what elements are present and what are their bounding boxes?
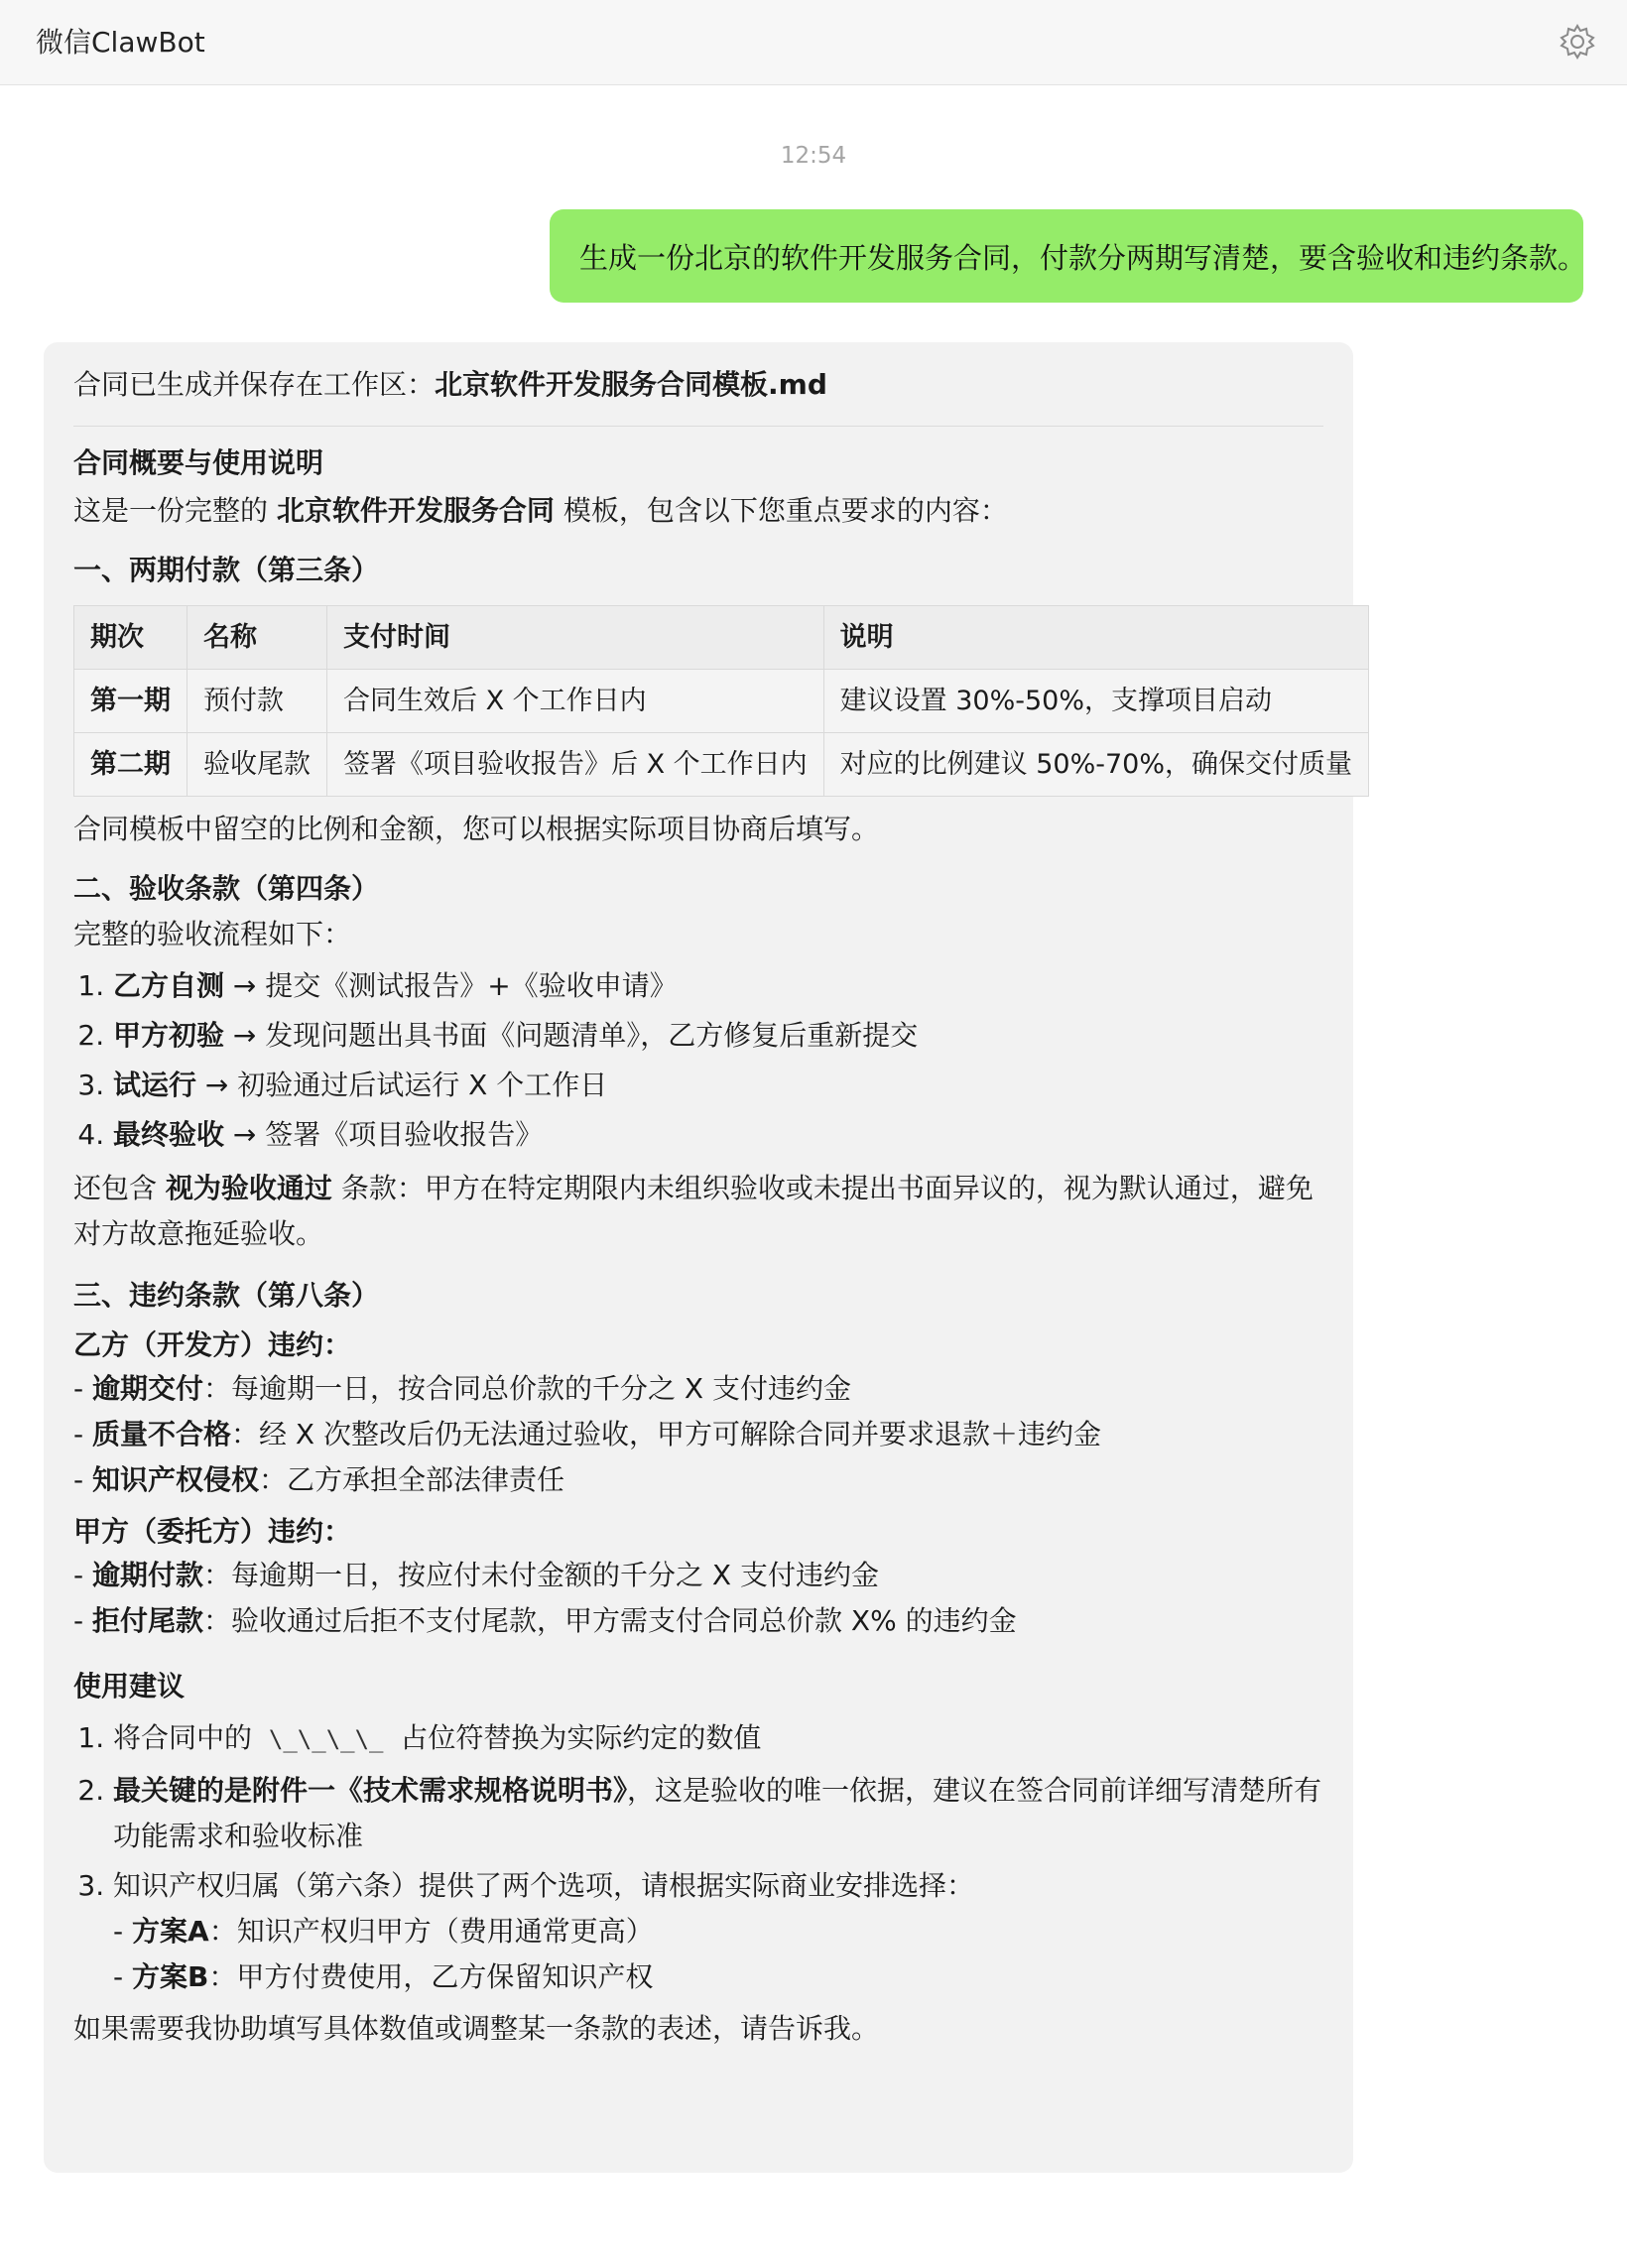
- option-item: - 方案B：甲方付费使用，乙方保留知识产权: [113, 1960, 654, 1993]
- payment-note: 合同模板中留空的比例和金额，您可以根据实际项目协商后填写。: [73, 813, 880, 845]
- acceptance-title: 二、验收条款（第四条）: [73, 872, 380, 905]
- acceptance-intro: 完整的验收流程如下：: [73, 918, 352, 950]
- list-item: - 逾期交付：每逾期一日，按合同总价款的千分之 X 支付违约金: [73, 1372, 852, 1405]
- placeholder-code: \_\_\_\_: [268, 1725, 384, 1753]
- saved-notice: 合同已生成并保存在工作区：北京软件开发服务合同模板.md: [73, 368, 827, 401]
- advice-title: 使用建议: [73, 1670, 186, 1702]
- option-item: - 方案A：知识产权归甲方（费用通常更高）: [113, 1915, 654, 1948]
- message-timestamp: 12:54: [780, 143, 847, 169]
- closing-text: 如果需要我协助填写具体数值或调整某一条款的表述，请告诉我。: [73, 2012, 880, 2045]
- list-item: - 知识产权侵权：乙方承担全部法律责任: [73, 1463, 565, 1496]
- acceptance-steps-list: [73, 961, 1323, 1160]
- party-b-title: 乙方（开发方）违约：: [73, 1328, 352, 1361]
- list-item: - 质量不合格：经 X 次整改后仍无法通过验收，甲方可解除合同并要求退款＋违约金: [73, 1418, 1102, 1450]
- table-header-cell: 支付时间: [327, 606, 824, 670]
- list-item: 3. 知识产权归属（第六条）提供了两个选项，请根据实际商业安排选择： - 方案A：知识产权归甲方（费用通常更高） - 方案B：甲方付费使用，乙方保留知识产权: [113, 1863, 1323, 2000]
- payment-table: [73, 605, 1369, 797]
- user-message-text: 生成一份北京的软件开发服务合同，付款分两期写清楚，要含验收和违约条款。: [579, 240, 1587, 275]
- list-item: 1. 乙方自测 → 提交《测试报告》+《验收申请》: [113, 961, 1323, 1011]
- bot-message-bubble: [44, 342, 1353, 2173]
- gear-icon[interactable]: [1558, 22, 1597, 62]
- table-header-cell: 名称: [188, 606, 327, 670]
- breach-title: 三、违约条款（第八条）: [73, 1279, 380, 1312]
- table-header-cell: 期次: [74, 606, 188, 670]
- table-row: [74, 733, 1369, 797]
- intro-text: 这是一份完整的 北京软件开发服务合同 模板，包含以下您重点要求的内容：: [73, 494, 1008, 527]
- table-cell: 预付款: [188, 670, 327, 733]
- saved-filename: 北京软件开发服务合同模板.md: [435, 368, 827, 401]
- list-item: - 逾期付款：每逾期一日，按应付未付金额的千分之 X 支付违约金: [73, 1559, 880, 1591]
- party-a-title: 甲方（委托方）违约：: [73, 1515, 352, 1548]
- list-item: 2. 最关键的是附件一《技术需求规格说明书》，这是验收的唯一依据，建议在签合同前详细写清楚所有功能需求和验收标准: [113, 1768, 1323, 1859]
- table-cell: 验收尾款: [188, 733, 327, 797]
- table-cell: 建议设置 30%-50%，支撑项目启动: [823, 670, 1368, 733]
- table-header-row: [74, 606, 1369, 670]
- table-cell: 对应的比例建议 50%-70%，确保交付质量: [823, 733, 1368, 797]
- table-cell: 第二期: [74, 733, 188, 797]
- chat-title: 微信ClawBot: [36, 26, 205, 59]
- table-cell: 第一期: [74, 670, 188, 733]
- payment-title: 一、两期付款（第三条）: [73, 554, 380, 586]
- app-header: [0, 0, 1627, 85]
- table-cell: 合同生效后 X 个工作日内: [327, 670, 824, 733]
- divider: [73, 426, 1323, 427]
- table-row: [74, 670, 1369, 733]
- list-item: 2. 甲方初验 → 发现问题出具书面《问题清单》，乙方修复后重新提交: [113, 1011, 1323, 1061]
- user-message-bubble: [550, 209, 1587, 303]
- list-item: - 拒付尾款：验收通过后拒不支付尾款，甲方需支付合同总价款 X% 的违约金: [73, 1604, 1017, 1637]
- list-item: 3. 试运行 → 初验通过后试运行 X 个工作日: [113, 1061, 1323, 1110]
- advice-list: [73, 1713, 1323, 2000]
- list-item: 1. 将合同中的 \_\_\_\_ 占位符替换为实际约定的数值: [113, 1713, 1323, 1764]
- table-header-cell: 说明: [823, 606, 1368, 670]
- acceptance-extra: 还包含 视为验收通过 条款：甲方在特定期限内未组织验收或未提出书面异议的，视为默认通过，避免对方故意拖延验收。: [73, 1172, 1314, 1250]
- overview-title: 合同概要与使用说明: [73, 446, 324, 479]
- list-item: 4. 最终验收 → 签署《项目验收报告》: [113, 1110, 1323, 1160]
- table-cell: 签署《项目验收报告》后 X 个工作日内: [327, 733, 824, 797]
